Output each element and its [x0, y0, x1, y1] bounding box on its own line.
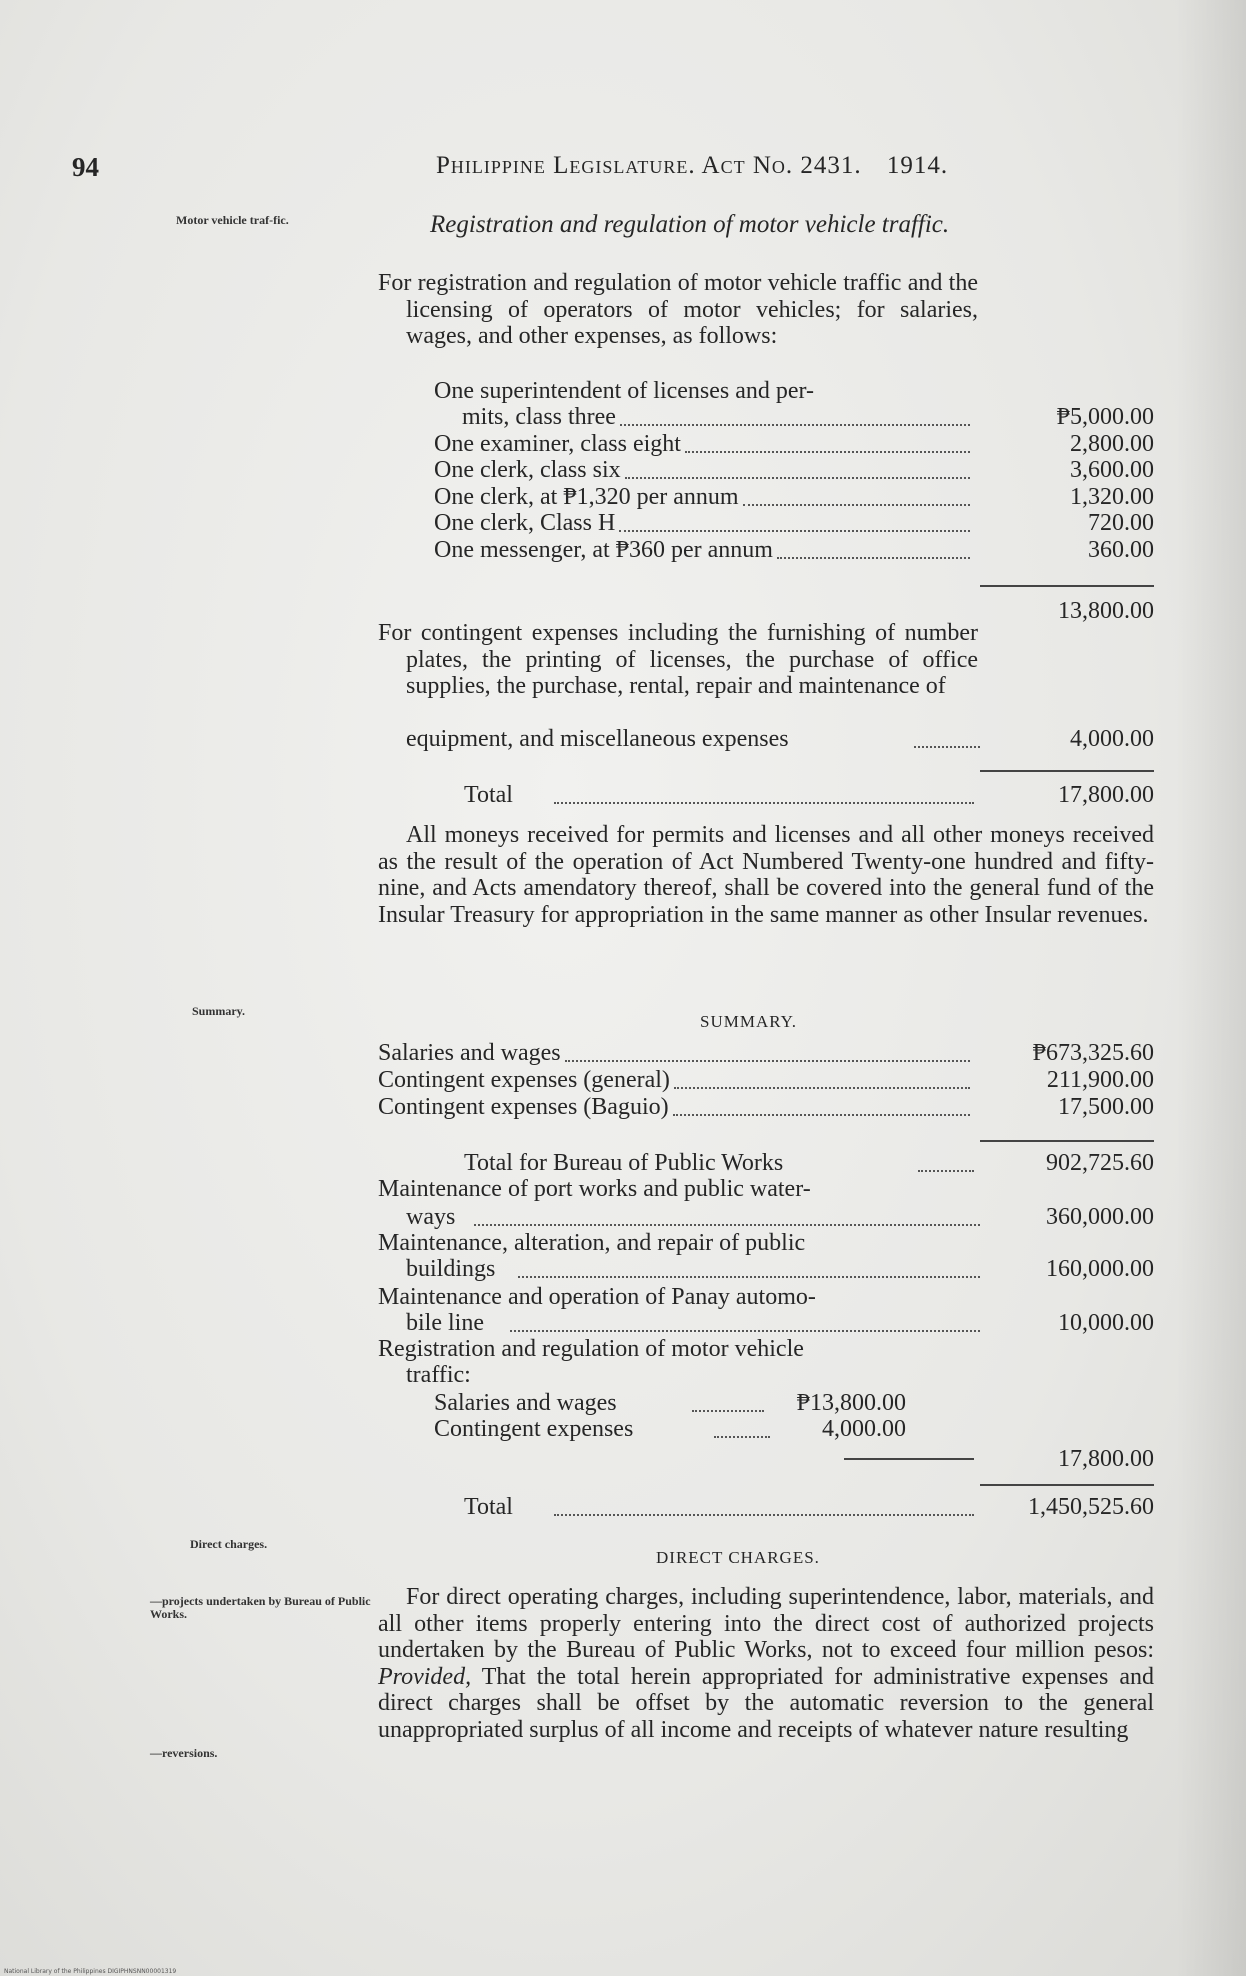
summary-item-amount: ₱673,325.60: [1032, 1040, 1154, 1066]
total-rule: [980, 770, 1154, 772]
motor-vehicle-heading: [430, 212, 990, 238]
dot-leader: [518, 1276, 980, 1278]
dot-leader: [625, 477, 970, 479]
motor-vehicle-intro: For registration and regulation of motor vehicle traffic and the licensing of operators of motor vehicles; for salaries, wages, and other expenses, as follows:: [378, 270, 978, 349]
motor-item-amount: ₱5,000.00: [1056, 404, 1154, 430]
reg-rule: [844, 1458, 974, 1460]
moneys-paragraph: All moneys received for permits and licenses and all other moneys received as the result of the operation of Act Numbered Twenty-one hundred and fifty-nine, and Acts amendatory thereof, shall be covered into the general fund of the Insular Treasury for appropriation in the same manner as other Insular revenues.: [378, 822, 1154, 928]
summary-item-row: [378, 1094, 1154, 1120]
panay-amount: 10,000.00: [1058, 1310, 1154, 1336]
panay-line2: bile line: [406, 1310, 484, 1336]
motor-total-row: [464, 782, 1154, 808]
dot-leader: [673, 1114, 970, 1116]
motor-item-row: [434, 484, 1154, 510]
dot-leader: [777, 557, 970, 559]
summary-item-row: [378, 1040, 1154, 1066]
bureau-total-label: Total for Bureau of Public Works: [464, 1150, 784, 1176]
summary-total-amount: 1,450,525.60: [1028, 1494, 1154, 1520]
reg-contingent-row: [434, 1416, 974, 1442]
motor-item-label: One clerk, at ₱1,320 per annum: [434, 483, 739, 510]
motor-item-row: [434, 431, 1154, 457]
header-year: 1914.: [886, 152, 949, 179]
motor-item-row: [462, 404, 1154, 430]
summary-item-label: Contingent expenses (general): [378, 1067, 670, 1093]
motor-total-amount: 17,800.00: [1058, 782, 1154, 808]
motor-vehicle-heading-text: Registration and regulation of motor vehicle traffic.: [430, 211, 950, 238]
motor-subtotal: 13,800.00: [1058, 598, 1154, 624]
buildings-amount: 160,000.00: [1046, 1256, 1154, 1282]
grand-total-rule: [980, 1484, 1154, 1486]
superintendent-line: One superintendent of licenses and per-: [434, 378, 815, 404]
contingent-amount: 4,000.00: [1070, 726, 1154, 752]
page-number: 94: [72, 152, 99, 182]
direct-charges-heading: DIRECT CHARGES.: [656, 1548, 820, 1567]
dot-leader: [554, 1514, 974, 1516]
subtotal-rule: [980, 585, 1154, 587]
provided-word: Provided,: [378, 1663, 472, 1690]
reg-total: 17,800.00: [1058, 1446, 1154, 1472]
running-title: Philippine Legislature. Act No. 2431.: [436, 152, 862, 179]
motor-item-row: [434, 537, 1154, 563]
motor-item-row: [434, 510, 1154, 536]
summary-heading: SUMMARY.: [700, 1012, 797, 1031]
summary-total-label: Total: [464, 1494, 513, 1520]
reg-salaries-label: Salaries and wages: [434, 1390, 617, 1416]
motor-item-amount: 1,320.00: [1070, 483, 1154, 510]
contingent-last-line: equipment, and miscellaneous expenses: [406, 726, 789, 752]
margin-note-motor-vehicle: Motor vehicle traf-fic.: [176, 213, 289, 227]
buildings-line1: Maintenance, alteration, and repair of public: [378, 1230, 806, 1256]
contingent-paragraph: For contingent expenses including the furnishing of number plates, the printing of licenses, the purchase of office supplies, the purchase, rental, repair and maintenance of: [378, 620, 978, 699]
motor-item-label: One clerk, class six: [434, 457, 621, 483]
motor-item-amount: 720.00: [1088, 510, 1154, 536]
bureau-total-row: [464, 1150, 1154, 1176]
summary-item-label: Contingent expenses (Baguio): [378, 1094, 669, 1120]
reg-contingent-amount: 4,000.00: [822, 1416, 906, 1442]
motor-item-label: One messenger, at ₱360 per annum: [434, 536, 773, 563]
page-edge-shadow: [1176, 0, 1246, 1976]
margin-note-summary: Summary.: [192, 1004, 246, 1018]
port-works-row: [406, 1204, 1154, 1230]
dot-leader: [620, 424, 970, 426]
motor-item-amount: 3,600.00: [1070, 457, 1154, 483]
motor-item-row: [434, 457, 1154, 483]
motor-item-label: mits, class three: [462, 404, 616, 430]
dot-leader: [510, 1330, 980, 1332]
bureau-total-amount: 902,725.60: [1046, 1150, 1154, 1176]
buildings-line2: buildings: [406, 1256, 496, 1282]
margin-note-direct-charges: Direct charges.: [190, 1537, 268, 1551]
dot-leader: [743, 504, 970, 506]
running-header: [436, 152, 948, 180]
port-works-line2: ways: [406, 1204, 456, 1230]
motor-item-amount: 360.00: [1088, 536, 1154, 563]
panay-line1: Maintenance and operation of Panay automo-: [378, 1284, 816, 1310]
reg-salaries-amount: ₱13,800.00: [796, 1390, 906, 1416]
panay-row: [406, 1310, 1154, 1336]
dot-leader: [474, 1224, 980, 1226]
direct-text-start: For direct operating charges, including superintendence, labor, materials, and all other items properly entering into the direct cost of authorized projects undertaken by the Bureau of Public Works, not to exceed four million pesos:: [378, 1584, 1154, 1663]
summary-item-amount: 17,500.00: [1058, 1094, 1154, 1120]
dot-leader: [554, 802, 974, 804]
summary-item-label: Salaries and wages: [378, 1040, 561, 1066]
motor-total-label: Total: [464, 782, 513, 808]
margin-note-reversions: —reversions.: [150, 1746, 218, 1760]
reg-contingent-label: Contingent expenses: [434, 1416, 634, 1442]
dot-leader: [918, 1170, 974, 1172]
motor-item-amount: 2,800.00: [1070, 430, 1154, 457]
registration-line1: Registration and regulation of motor vehicle: [378, 1336, 804, 1362]
dot-leader: [619, 530, 970, 532]
summary-item-row: [378, 1067, 1154, 1093]
dot-leader: [714, 1436, 770, 1438]
contingent-row: [406, 726, 1154, 752]
port-works-line1: Maintenance of port works and public water-: [378, 1176, 811, 1202]
dot-leader: [674, 1087, 970, 1089]
motor-item-label: One clerk, Class H: [434, 510, 616, 536]
motor-item-label: One examiner, class eight: [434, 430, 681, 457]
direct-text-end: That the total herein appropriated for administrative expenses and direct charges shall be offset by the automatic reversion to the general unappropriated surplus of all income and receipts of whatever nature resulting: [378, 1663, 1154, 1743]
margin-note-projects: —projects undertaken by Bureau of Public Works.: [150, 1594, 371, 1621]
reg-salaries-row: [434, 1390, 974, 1416]
dot-leader: [914, 746, 980, 748]
port-works-amount: 360,000.00: [1046, 1204, 1154, 1230]
registration-line2: traffic:: [406, 1362, 471, 1388]
dot-leader: [685, 451, 970, 453]
summary-item-amount: 211,900.00: [1046, 1067, 1154, 1093]
dot-leader: [692, 1410, 764, 1412]
buildings-row: [406, 1256, 1154, 1282]
library-stamp: National Library of the Philippines DIGIPHNSNN00001319: [4, 1968, 177, 1975]
summary-total-row: [464, 1494, 1154, 1520]
dot-leader: [565, 1060, 970, 1062]
summary-rule: [980, 1140, 1154, 1142]
direct-charges-paragraph: [378, 1584, 1154, 1743]
